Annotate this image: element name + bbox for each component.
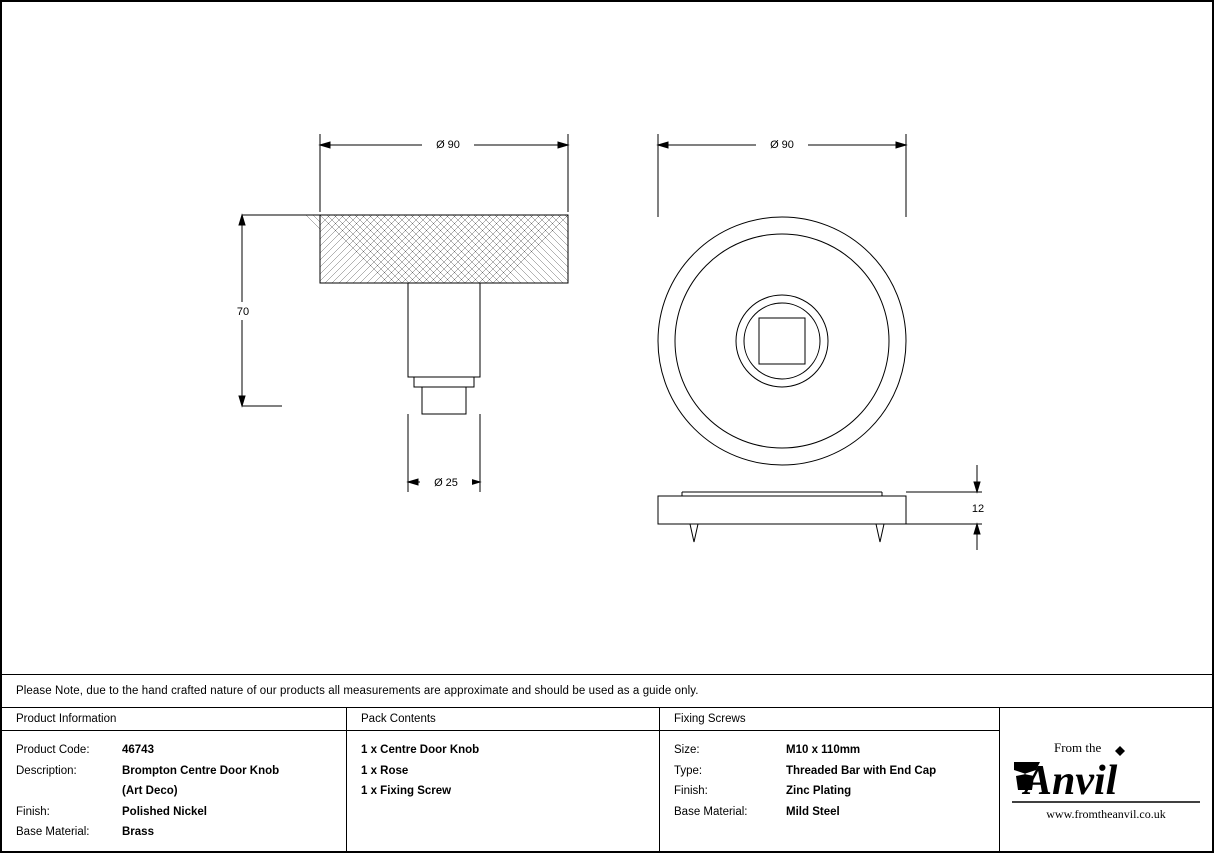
- measurement-note-text: Please Note, due to the hand crafted nature of our products all measurements are approximate and should be used as a guide only.: [16, 685, 699, 697]
- from-the-anvil-logo: [1008, 732, 1204, 828]
- drawing-area: [2, 2, 1212, 674]
- screw-size-key: Size:: [674, 744, 700, 756]
- base-material-key: Base Material:: [16, 826, 90, 838]
- screw-type-value: Threaded Bar with End Cap: [786, 764, 937, 777]
- dim-front-height-label: 70: [236, 306, 250, 318]
- table-row: [674, 781, 999, 802]
- fixing-screws-body: [660, 731, 999, 822]
- table-row: [16, 802, 346, 823]
- brand-logo-panel: [1000, 708, 1211, 851]
- table-row: [674, 740, 999, 761]
- rose-plan-view: [658, 217, 906, 465]
- pack-contents-heading: Pack Contents: [347, 708, 659, 731]
- finish-value: Polished Nickel: [122, 805, 208, 818]
- logo-name: Anvil: [1023, 757, 1117, 804]
- screw-base-material-value: Mild Steel: [786, 805, 840, 818]
- screw-type-key: Type:: [674, 764, 703, 777]
- description-value-continued: (Art Deco): [122, 785, 178, 797]
- pack-contents-panel: [347, 708, 660, 851]
- pack-contents-body: [347, 731, 659, 802]
- product-code-key: Product Code:: [16, 744, 90, 756]
- dim-rose-diameter-label: Ø 90: [770, 139, 794, 151]
- table-row: [674, 802, 999, 823]
- table-row: [16, 761, 346, 782]
- rose-side-section: [658, 492, 906, 542]
- finish-key: Finish:: [16, 805, 50, 818]
- base-material-value: Brass: [122, 826, 154, 838]
- screw-size-value: M10 x 110mm: [786, 744, 861, 756]
- dim-front-width-label: Ø 90: [436, 139, 460, 151]
- fixing-screws-heading: Fixing Screws: [660, 708, 999, 731]
- diamond-icon: [1115, 746, 1125, 756]
- knob-rose-side: [408, 283, 480, 414]
- product-information-panel: [2, 708, 347, 851]
- table-row: [674, 761, 999, 782]
- product-drawing-svg: [2, 2, 1212, 674]
- logo-url: www.fromtheanvil.co.uk: [1045, 806, 1166, 821]
- screw-finish-value: Zinc Plating: [786, 785, 852, 797]
- list-item: 1 x Rose: [361, 764, 409, 777]
- description-key: Description:: [16, 764, 77, 777]
- measurement-note-row: [2, 674, 1212, 707]
- list-item: 1 x Fixing Screw: [361, 785, 452, 797]
- product-information-body: [2, 731, 346, 843]
- screw-base-material-key: Base Material:: [674, 805, 748, 818]
- list-item: 1 x Centre Door Knob: [361, 744, 480, 756]
- table-row: [16, 781, 346, 802]
- logo-top-line: From the: [1053, 739, 1101, 755]
- description-value: Brompton Centre Door Knob: [122, 764, 280, 777]
- product-code-value: 46743: [122, 744, 154, 756]
- logo-wrap: [1000, 708, 1211, 851]
- table-row: [16, 822, 346, 843]
- fixing-screws-panel: [660, 708, 1000, 851]
- product-information-heading: Product Information: [2, 708, 346, 731]
- specification-tables: [2, 707, 1212, 851]
- dim-spindle-diameter-label: Ø 25: [434, 477, 458, 489]
- knob-head: [306, 215, 568, 283]
- screw-finish-key: Finish:: [674, 785, 708, 797]
- dim-rose-depth-label: 12: [971, 503, 985, 515]
- table-row: [16, 740, 346, 761]
